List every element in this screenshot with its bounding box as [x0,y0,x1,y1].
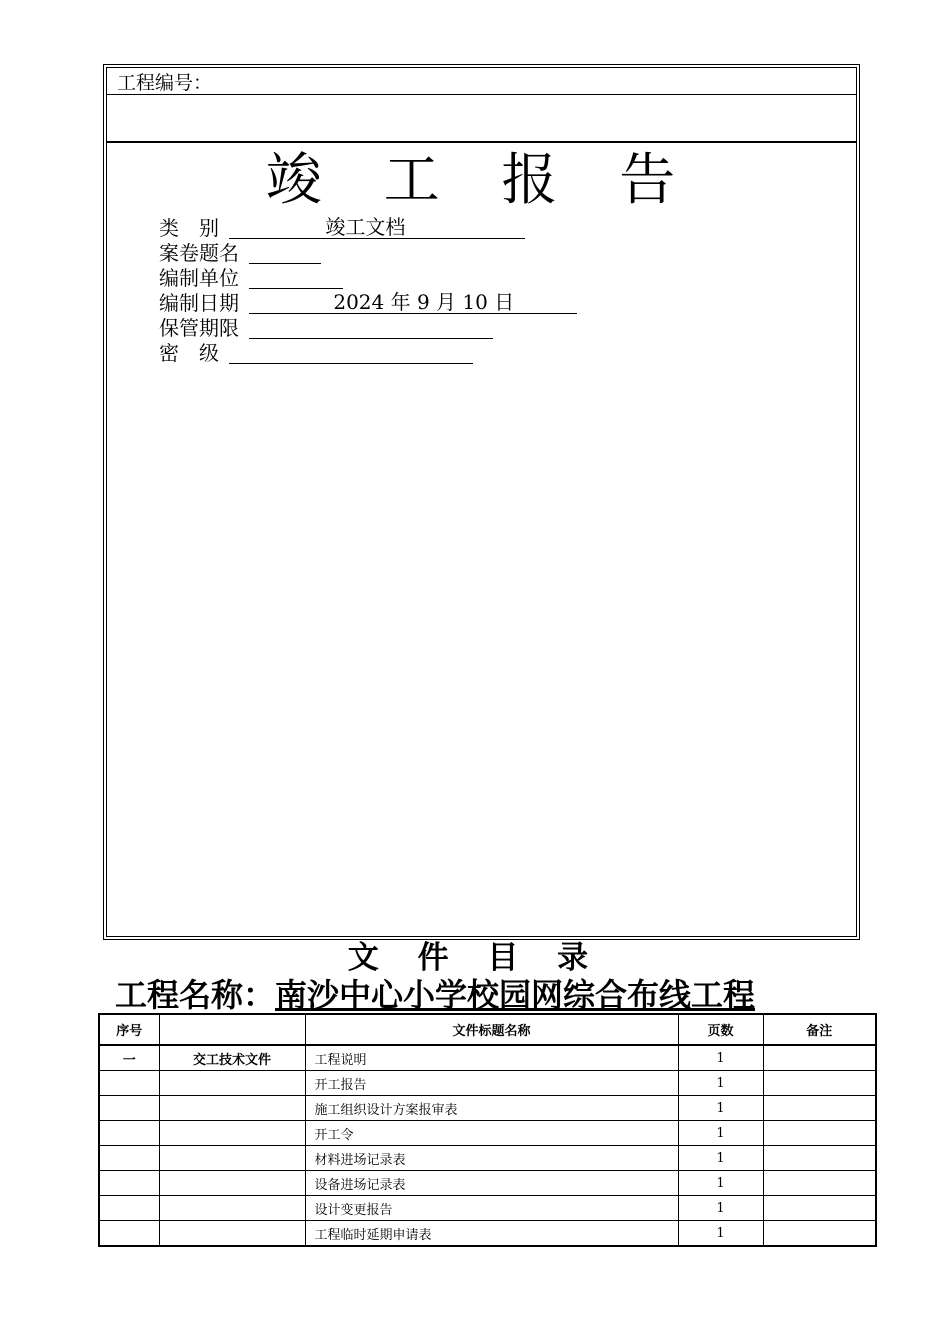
field-value-line [229,217,525,239]
cell-file-name: 开工报告 [305,1071,678,1096]
table-header-row [99,1014,876,1045]
cell-category [159,1071,305,1096]
field-date [159,291,577,316]
project-name: 南沙中心小学校园网综合布线工程 [275,976,756,1014]
cell-pages: 1 [678,1196,763,1221]
cell-pages: 1 [678,1146,763,1171]
field-label: 编制日期 [159,291,239,315]
cell-file-name: 设计变更报告 [305,1196,678,1221]
project-name-label: 工程名称： [115,976,276,1014]
cell-remarks [763,1045,876,1071]
table-row [99,1045,876,1071]
header-file-name: 文件标题名称 [305,1014,678,1045]
table-row [99,1121,876,1146]
cell-pages: 1 [678,1045,763,1071]
cell-pages: 1 [678,1121,763,1146]
divider [107,141,856,143]
cell-file-name: 材料进场记录表 [305,1146,678,1171]
table-row [99,1096,876,1121]
table-row [99,1196,876,1221]
field-value: 竣工文档 [325,215,406,239]
field-value: 2024 年 9 月 10 日 [333,290,515,314]
field-security-level [159,341,577,366]
field-label: 保管期限 [159,316,239,340]
cell-remarks [763,1171,876,1196]
divider [107,94,856,95]
header-category [159,1014,305,1045]
cell-remarks [763,1121,876,1146]
cell-category [159,1096,305,1121]
cell-remarks [763,1071,876,1096]
field-category [159,216,577,241]
toc-project-line [115,974,755,1016]
cell-no [99,1071,159,1096]
toc-table [98,1013,877,1247]
field-value-line [249,317,493,339]
cover-title: 竣 工 报 告 [265,148,698,213]
field-label: 类 别 [159,216,219,240]
field-value-line [229,342,473,364]
cell-no [99,1121,159,1146]
cell-file-name: 施工组织设计方案报审表 [305,1096,678,1121]
cell-pages: 1 [678,1221,763,1247]
header-no: 序号 [99,1014,159,1045]
cell-no [99,1146,159,1171]
cell-file-name: 工程临时延期申请表 [305,1221,678,1247]
cell-no [99,1196,159,1221]
table-row [99,1146,876,1171]
field-file-title [159,241,577,266]
field-value-line [249,267,343,289]
cell-category [159,1121,305,1146]
field-retention [159,316,577,341]
cell-remarks [763,1096,876,1121]
cell-file-name: 开工令 [305,1121,678,1146]
cell-remarks [763,1221,876,1247]
table-row [99,1071,876,1096]
field-label: 编制单位 [159,266,239,290]
cover-inner-frame [106,67,857,937]
field-value-line [249,292,577,314]
cell-remarks [763,1196,876,1221]
cell-category [159,1221,305,1247]
cover-fields [159,216,577,366]
field-value-line [249,242,321,264]
cell-category [159,1171,305,1196]
cell-file-name: 工程说明 [305,1045,678,1071]
cover-frame [103,64,860,940]
toc-title: 文 件 目 录 [347,940,603,976]
field-label: 案卷题名 [159,241,239,265]
cell-no [99,1096,159,1121]
cell-category [159,1146,305,1171]
cell-remarks [763,1146,876,1171]
table-row [99,1171,876,1196]
cell-category: 交工技术文件 [159,1045,305,1071]
cell-no: 一 [99,1045,159,1071]
cell-no [99,1171,159,1196]
table-row [99,1221,876,1247]
field-label: 密 级 [159,341,219,365]
cell-pages: 1 [678,1071,763,1096]
field-compiler [159,266,577,291]
cell-category [159,1196,305,1221]
header-pages: 页数 [678,1014,763,1045]
cell-no [99,1221,159,1247]
cell-file-name: 设备进场记录表 [305,1171,678,1196]
cell-pages: 1 [678,1096,763,1121]
header-remarks: 备注 [763,1014,876,1045]
cell-pages: 1 [678,1171,763,1196]
project-number-label: 工程编号： [117,72,213,94]
